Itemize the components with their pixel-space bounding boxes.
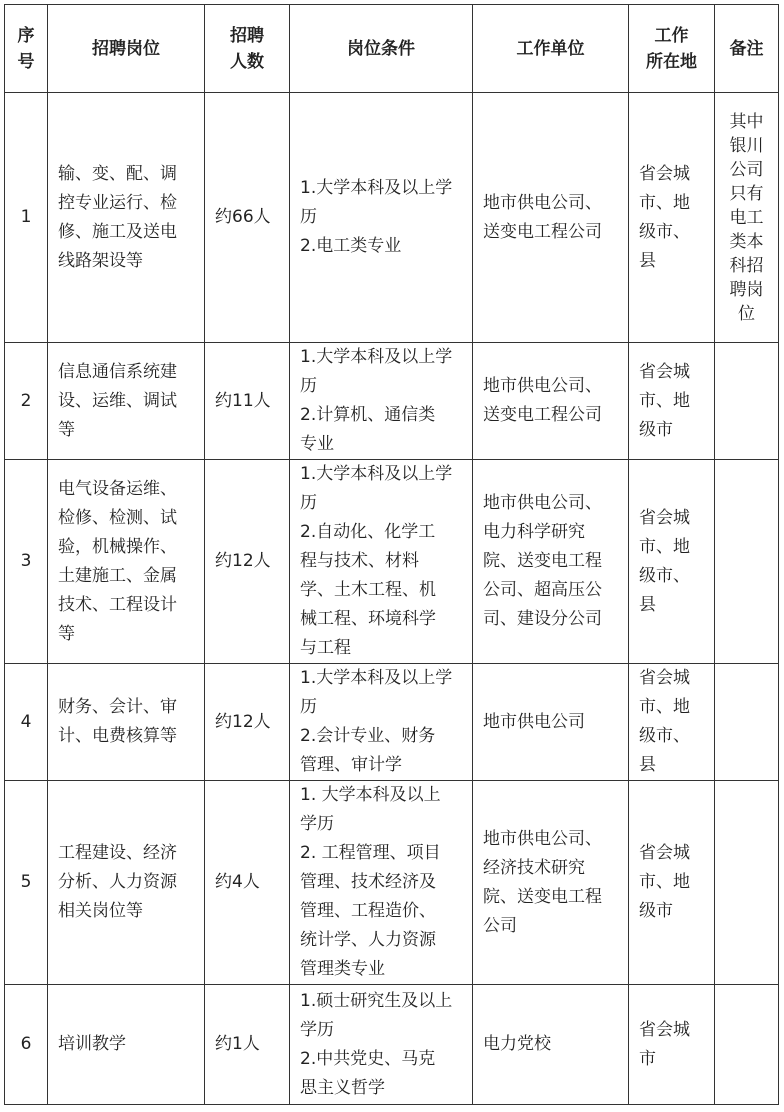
cell-requirements: 1.大学本科及以上学 历 2.会计专业、财务 管理、审计学	[290, 664, 473, 781]
cell-count: 约1人	[205, 985, 290, 1105]
cell-requirements: 1.大学本科及以上学 历 2.自动化、化学工 程与技术、材料 学、土木工程、机 械工程、环境科学 与工程	[290, 460, 473, 664]
cell-unit: 地市供电公司、 电力科学研究 院、送变电工程 公司、超高压公 司、建设分公司	[473, 460, 629, 664]
cell-remarks	[715, 985, 779, 1105]
cell-requirements: 1.大学本科及以上学 历 2.计算机、通信类 专业	[290, 343, 473, 460]
cell-remarks	[715, 664, 779, 781]
header-count: 招聘 人数	[205, 5, 290, 93]
table-row	[5, 664, 779, 781]
recruitment-table	[4, 4, 779, 1105]
table-row	[5, 985, 779, 1105]
header-remarks: 备注	[715, 5, 779, 93]
cell-location: 省会城 市、地 级市	[629, 781, 715, 985]
cell-index: 6	[5, 985, 48, 1105]
cell-index: 5	[5, 781, 48, 985]
cell-location: 省会城 市、地 级市	[629, 343, 715, 460]
cell-unit: 电力党校	[473, 985, 629, 1105]
cell-position: 培训教学	[48, 985, 205, 1105]
cell-remarks	[715, 781, 779, 985]
header-unit: 工作单位	[473, 5, 629, 93]
cell-unit: 地市供电公司	[473, 664, 629, 781]
cell-position: 财务、会计、审 计、电费核算等	[48, 664, 205, 781]
header-requirements: 岗位条件	[290, 5, 473, 93]
table-row	[5, 460, 779, 664]
header-position: 招聘岗位	[48, 5, 205, 93]
header-index: 序 号	[5, 5, 48, 93]
table-row	[5, 781, 779, 985]
header-location: 工作 所在地	[629, 5, 715, 93]
cell-requirements: 1.硕士研究生及以上 学历 2.中共党史、马克 思主义哲学	[290, 985, 473, 1105]
cell-location: 省会城 市、地 级市、 县	[629, 460, 715, 664]
cell-remarks	[715, 343, 779, 460]
cell-count: 约12人	[205, 664, 290, 781]
cell-position: 输、变、配、调 控专业运行、检 修、施工及送电 线路架设等	[48, 93, 205, 343]
cell-index: 3	[5, 460, 48, 664]
cell-index: 1	[5, 93, 48, 343]
header-row	[5, 5, 779, 93]
cell-count: 约66人	[205, 93, 290, 343]
cell-location: 省会城 市	[629, 985, 715, 1105]
table-row	[5, 93, 779, 343]
cell-requirements: 1. 大学本科及以上 学历 2. 工程管理、项目 管理、技术经济及 管理、工程造价、 统计学、人力资源 管理类专业	[290, 781, 473, 985]
cell-requirements: 1.大学本科及以上学 历 2.电工类专业	[290, 93, 473, 343]
cell-unit: 地市供电公司、 送变电工程公司	[473, 93, 629, 343]
cell-position: 电气设备运维、 检修、检测、试 验，机械操作、 土建施工、金属 技术、工程设计 等	[48, 460, 205, 664]
cell-count: 约11人	[205, 343, 290, 460]
table-row	[5, 343, 779, 460]
cell-unit: 地市供电公司、 经济技术研究 院、送变电工程 公司	[473, 781, 629, 985]
cell-index: 4	[5, 664, 48, 781]
cell-position: 工程建设、经济 分析、人力资源 相关岗位等	[48, 781, 205, 985]
cell-location: 省会城 市、地 级市、 县	[629, 93, 715, 343]
cell-unit: 地市供电公司、 送变电工程公司	[473, 343, 629, 460]
cell-count: 约4人	[205, 781, 290, 985]
cell-location: 省会城 市、地 级市、 县	[629, 664, 715, 781]
cell-index: 2	[5, 343, 48, 460]
cell-remarks: 其中 银川 公司 只有 电工 类本 科招 聘岗 位	[715, 93, 779, 343]
cell-count: 约12人	[205, 460, 290, 664]
cell-remarks	[715, 460, 779, 664]
cell-position: 信息通信系统建 设、运维、调试 等	[48, 343, 205, 460]
